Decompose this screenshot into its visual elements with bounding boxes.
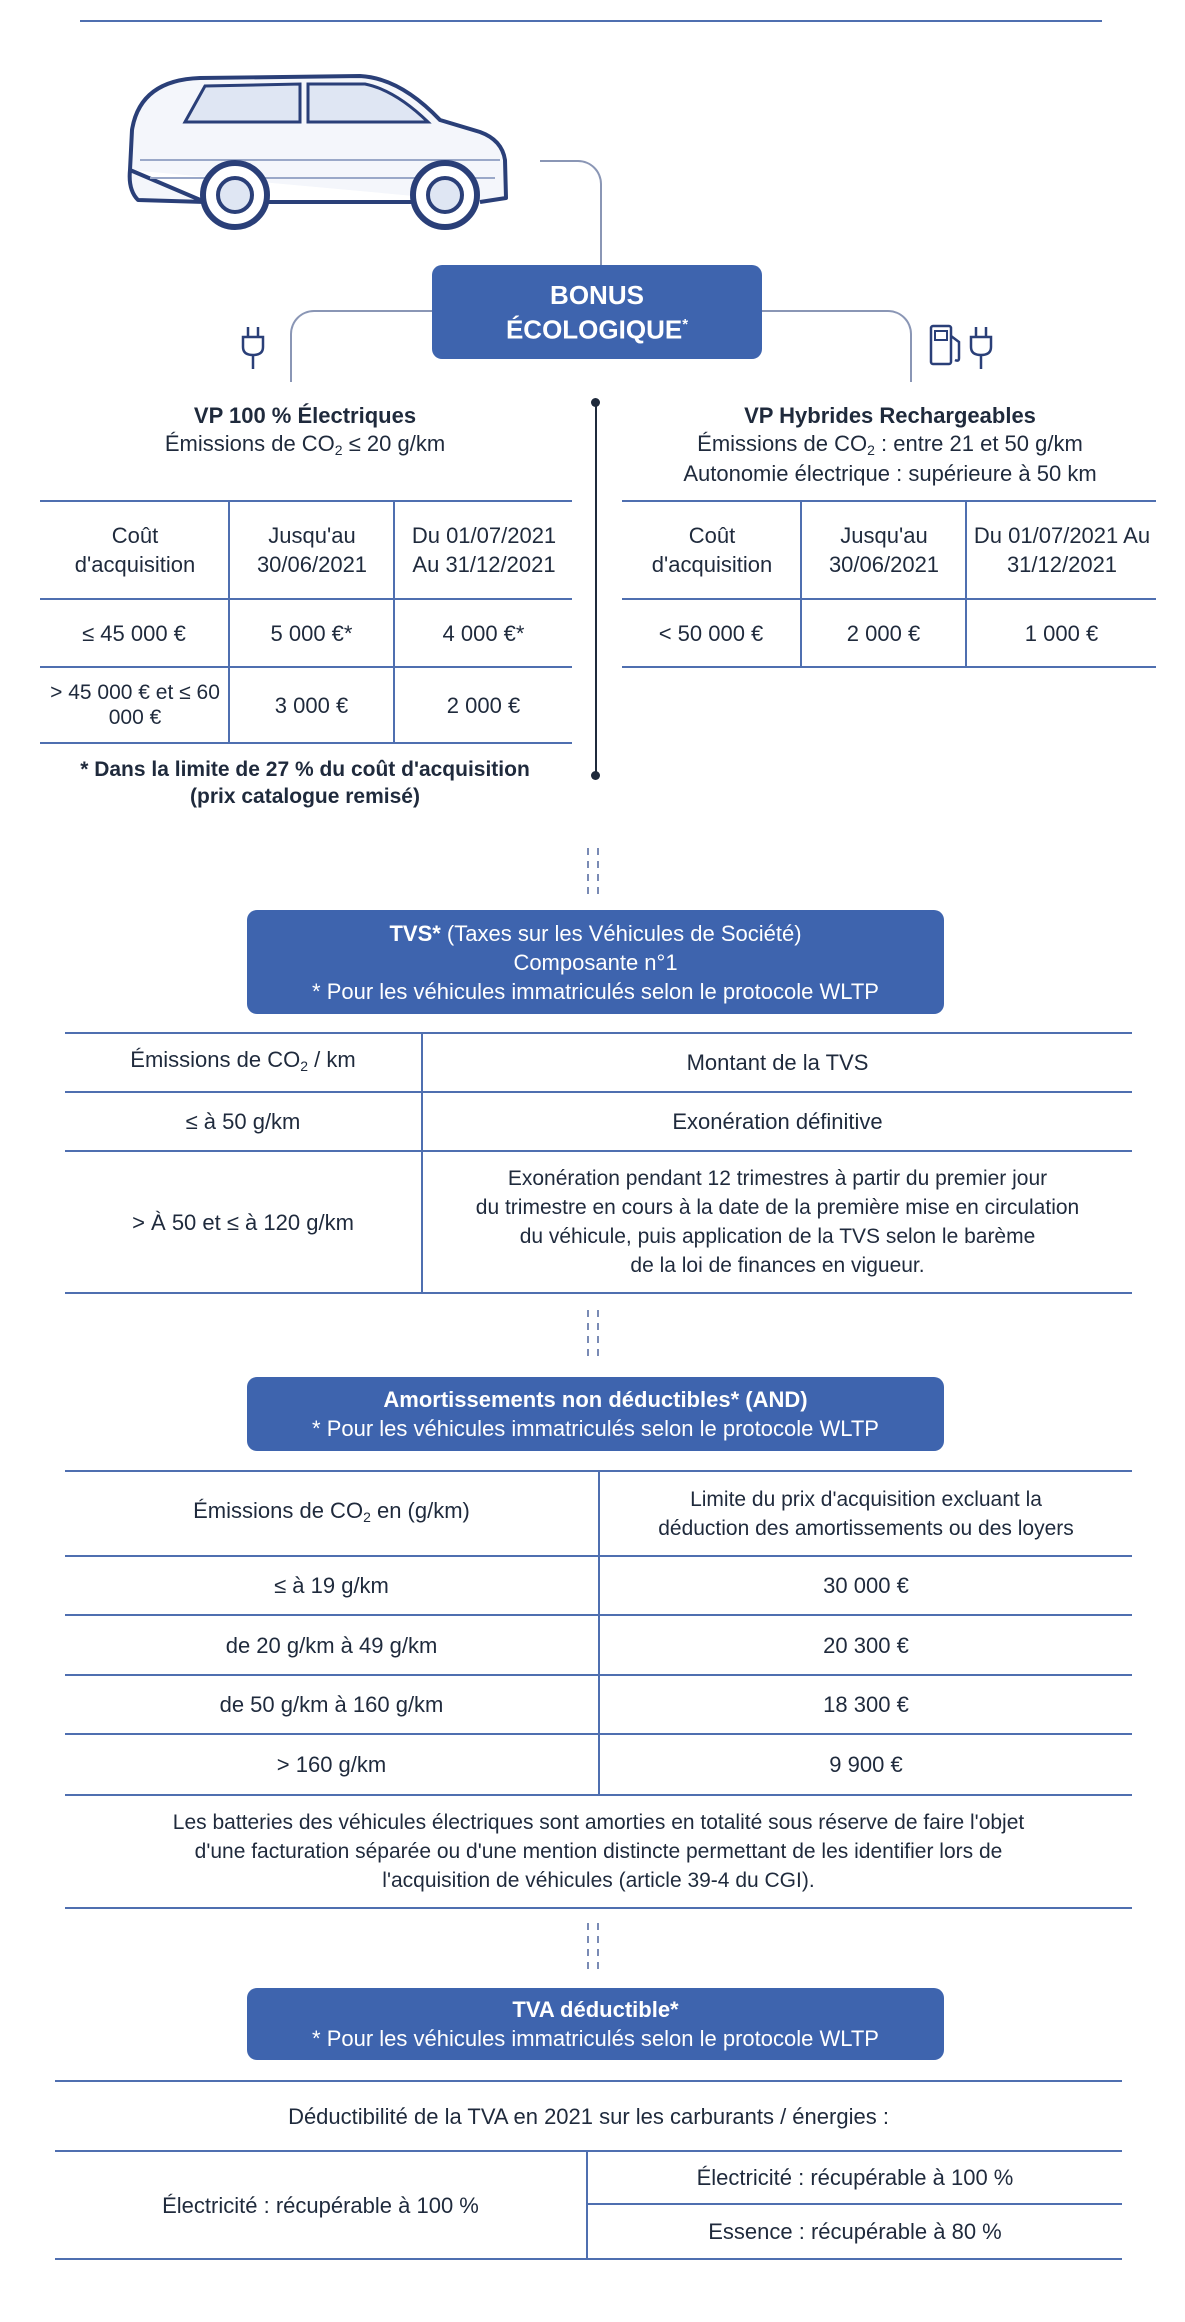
hybrid-header-period1: Jusqu'au 30/06/2021: [828, 523, 940, 577]
electric-subtitle: Émissions de $CO_2 \le 20$ g/km: [164, 431, 446, 458]
and-row4-emissions: > 160 g/km: [276, 1752, 387, 1777]
hybrid-subtitle: Émissions de $CO_2$ : entre 21 et 50 g/km: [697, 431, 1083, 458]
and-banner-line1: Amortissements non déductibles* (AND): [383, 1387, 808, 1412]
fuel-pump-icon: [928, 322, 964, 370]
electric-note-line2: (prix catalogue remisé): [190, 785, 420, 808]
bonus-title-line2: ÉCOLOGIQUE*: [505, 314, 689, 345]
and-row1-limit: 30 000 €: [823, 1573, 909, 1598]
hybrid-header-period2: Du 01/07/2021 Au 31/12/2021: [973, 523, 1151, 577]
separator-dot-top: [591, 398, 600, 407]
and-row2-limit: 20 300 €: [823, 1632, 909, 1658]
and-row3-emissions: de 50 g/km à 160 g/km: [219, 1692, 444, 1717]
tva-banner-line2: * Pour les véhicules immatriculés selon le protocole WLTP: [312, 2026, 879, 2051]
plug-icon-right: [968, 325, 994, 371]
and-row4-limit: 9 900 €: [829, 1752, 903, 1777]
separator-dot-bottom: [591, 771, 600, 780]
and-header-limit: Limite du prix d'acquisition excluant la déduction des amortissements ou des loyers: [658, 1487, 1074, 1540]
tvs-banner: [247, 910, 944, 1014]
connector-3: [587, 1923, 589, 1973]
tvs-row2-emissions: > À 50 et ≤ à 120 g/km: [132, 1209, 354, 1235]
electric-header-cost: Coût d'acquisition: [74, 523, 196, 577]
electric-row2-cost: > 45 000 € et ≤ 60 000 €: [50, 681, 220, 729]
tvs-header-amount: Montant de la TVS: [686, 1050, 869, 1075]
road-to-banner: [540, 160, 602, 272]
tvs-banner-line2: Composante n°1: [513, 949, 678, 975]
connector-2b: [597, 1310, 599, 1360]
and-row3-limit: 18 300 €: [823, 1692, 909, 1717]
plug-icon: [240, 325, 266, 371]
electric-note-line1: * Dans la limite de 27 % du coût d'acquisition: [80, 758, 530, 781]
road-right: [760, 310, 912, 382]
electric-row2-period1: 3 000 €: [274, 692, 349, 718]
electric-title: VP 100 % Électriques: [193, 403, 417, 428]
hybrid-title: VP Hybrides Rechargeables: [744, 403, 1036, 428]
tva-right-petrol: Essence : récupérable à 80 %: [708, 2219, 1002, 2244]
hybrid-row1-period2: 1 000 €: [1024, 620, 1099, 646]
tvs-header-emissions: Émissions de $CO_2$ / km: [130, 1046, 356, 1074]
hybrid-row1-cost: < 50 000 €: [658, 620, 764, 646]
and-footnote: Les batteries des véhicules électriques sont amorties en totalité sous réserve de faire l'objet d'une facturation séparée ou d'une mention distincte permettant de les identifier lors de l'acquisition de véhicules (article 39-4 du CGI).: [172, 1811, 1025, 1892]
tvs-banner-line1: TVS* (Taxes sur les Véhicules de Société): [389, 920, 802, 946]
tva-header: Déductibilité de la TVA en 2021 sur les carburants / énergies :: [288, 2103, 889, 2129]
and-banner-line2: * Pour les véhicules immatriculés selon le protocole WLTP: [312, 1416, 879, 1441]
tva-left-cell: Électricité : récupérable à 100 %: [162, 2192, 479, 2218]
tvs-row2-amount: Exonération pendant 12 trimestres à partir du premier jour du trimestre en cours à la date de la première mise en circulation du véhicule, puis application de la TVS selon le barème de la loi de finances en vigueur.: [475, 1167, 1080, 1277]
connector-3b: [597, 1923, 599, 1973]
bonus-separator: [595, 402, 597, 777]
tva-banner-line1: TVA déductible*: [512, 1997, 679, 2022]
electric-row1-period1: 5 000 €*: [270, 620, 353, 646]
tva-banner: [247, 1988, 944, 2060]
car-icon: [110, 60, 530, 240]
road-left: [290, 310, 442, 382]
and-banner: [247, 1377, 944, 1451]
tvs-row1-amount: Exonération définitive: [672, 1109, 883, 1134]
bonus-banner: [432, 265, 762, 359]
hybrid-subtitle2: Autonomie électrique : supérieure à 50 km: [683, 461, 1097, 486]
top-divider: [80, 20, 1102, 22]
bonus-title-line1: BONUS: [550, 279, 644, 310]
connector-1b: [597, 848, 599, 894]
connector-2: [587, 1310, 589, 1360]
hybrid-row1-period1: 2 000 €: [846, 620, 921, 646]
and-header-emissions: Émissions de $CO_2$ en (g/km): [193, 1497, 470, 1525]
tvs-banner-line3: * Pour les véhicules immatriculés selon le protocole WLTP: [312, 978, 879, 1004]
electric-row1-cost: ≤ 45 000 €: [82, 620, 186, 646]
connector-1: [587, 848, 589, 894]
electric-header-period1: Jusqu'au 30/06/2021: [256, 523, 368, 577]
tvs-row1-emissions: ≤ à 50 g/km: [185, 1109, 301, 1134]
and-row2-emissions: de 20 g/km à 49 g/km: [225, 1632, 438, 1658]
electric-header-period2: Du 01/07/2021 Au 31/12/2021: [411, 523, 557, 577]
tva-right-electricity: Électricité : récupérable à 100 %: [696, 2165, 1014, 2190]
hybrid-header-cost: Coût d'acquisition: [651, 523, 773, 577]
and-row1-emissions: ≤ à 19 g/km: [274, 1573, 389, 1598]
electric-row2-period2: 2 000 €: [446, 692, 521, 718]
electric-row1-period2: 4 000 €*: [442, 620, 525, 646]
